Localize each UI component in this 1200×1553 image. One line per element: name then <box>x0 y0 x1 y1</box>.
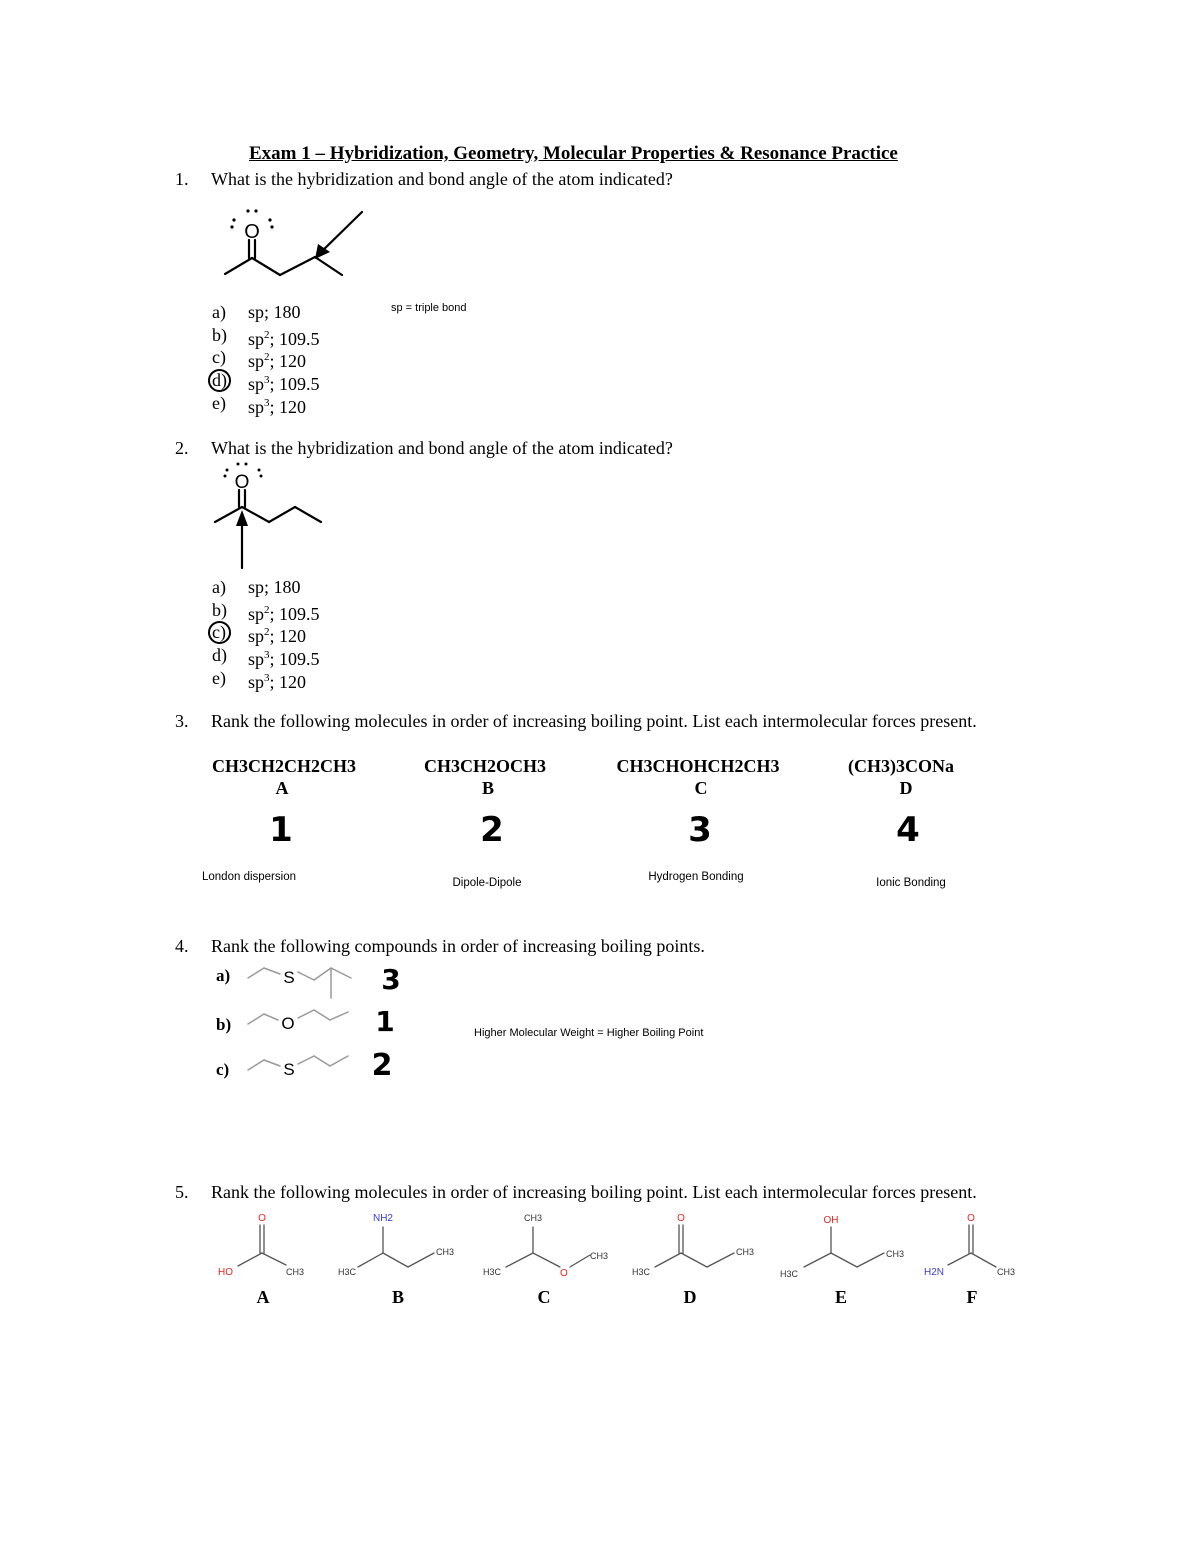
q1-choice-e[interactable]: e) $sp^3$; 120 <box>212 392 307 417</box>
q3-formula-a: CH3CH2CH2CH3 <box>212 756 356 776</box>
q3-force-b: Dipole-Dipole <box>452 877 522 889</box>
q5-f-amine: H2N <box>924 1267 945 1278</box>
q5-c-methyl-left: H3C <box>483 1267 502 1277</box>
q5-question-text: Rank the following molecules in order of increasing boiling point. List each intermolecular forces present. <box>211 1182 977 1202</box>
q4-rank-a: 3 <box>381 963 401 996</box>
q5-f-oxygen: O <box>967 1213 975 1224</box>
q5-a-oxygen: O <box>258 1213 266 1224</box>
q5-e-methyl-left: H3C <box>780 1269 799 1279</box>
q5-e-hydroxyl: OH <box>823 1215 839 1226</box>
q1-handwritten-note: sp = triple bond <box>391 302 467 314</box>
q5-f-methyl: CH3 <box>997 1267 1016 1277</box>
q5-label-a: A <box>256 1287 270 1307</box>
q2-choice-b[interactable]: b) $sp^2$; 109.5 <box>212 599 320 624</box>
q5-b-methyl-left: H3C <box>338 1267 357 1277</box>
q3-rank-c: 3 <box>688 810 712 850</box>
q3-rank-d: 4 <box>896 810 920 850</box>
q2-choice-e[interactable]: e) $sp^3$; 120 <box>212 667 307 692</box>
q5-label-e: E <box>834 1287 847 1307</box>
q5-b-methyl-right: CH3 <box>436 1247 455 1257</box>
q1-question-text: What is the hybridization and bond angle of the atom indicated? <box>211 169 673 189</box>
q1-choice-d[interactable]: d) $sp^3$; 109.5 <box>212 369 372 392</box>
q5-b-amine: NH2 <box>372 1213 394 1224</box>
q3-formula-c: CH3CHOHCH2CH3 <box>616 756 780 776</box>
q3-rank-a: 1 <box>269 810 293 850</box>
q1-molecule-structure <box>205 200 385 300</box>
q4-number: 4. <box>175 936 189 956</box>
q4-letter-b: b) <box>216 1015 232 1034</box>
q3-question-text: Rank the following molecules in order of increasing boiling point. List each intermolecular forces present. <box>211 711 977 731</box>
q4-atom-b: O <box>281 1014 295 1033</box>
q2-choice-c[interactable]: c) $sp^2$; 120 <box>212 621 372 644</box>
q3-rank-b: 2 <box>480 810 504 850</box>
q5-d-methyl-right: CH3 <box>736 1247 755 1257</box>
q1-number: 1. <box>175 169 189 189</box>
q4-rank-b: 1 <box>375 1005 395 1038</box>
q4-letter-a: a) <box>216 966 231 985</box>
q5-d-oxygen: O <box>677 1213 685 1224</box>
q3-number: 3. <box>175 711 189 731</box>
q3-label-d: D <box>899 778 913 798</box>
q5-d-methyl-left: H3C <box>632 1267 651 1277</box>
q4-letter-c: c) <box>216 1060 230 1079</box>
q4-atom-a: S <box>283 968 295 987</box>
q3-label-b: B <box>481 778 494 798</box>
q3-label-c: C <box>694 778 708 798</box>
page-title: Exam 1 – Hybridization, Geometry, Molecular Properties & Resonance Practice <box>249 143 898 164</box>
q5-a-methyl: CH3 <box>286 1267 305 1277</box>
q2-number: 2. <box>175 438 189 458</box>
q5-a-hydroxyl: HO <box>218 1267 233 1278</box>
q2-question-text: What is the hybridization and bond angle of the atom indicated? <box>211 438 673 458</box>
q5-c-oxygen: O <box>560 1268 568 1279</box>
q3-force-a: London dispersion <box>202 871 296 883</box>
q4-structures <box>244 958 364 1088</box>
q3-force-d: Ionic Bonding <box>876 877 946 889</box>
q5-e-methyl-right: CH3 <box>886 1249 905 1259</box>
q3-formula-b: CH3CH2OCH3 <box>423 756 546 776</box>
q5-label-d: D <box>683 1287 697 1307</box>
q1-oxygen-atom: O <box>244 221 260 243</box>
q5-structures <box>200 1205 1040 1285</box>
q2-choices <box>212 576 372 692</box>
q5-c-methyl-top: CH3 <box>523 1213 543 1223</box>
q5-label-c: C <box>537 1287 551 1307</box>
q4-handwritten-note: Higher Molecular Weight = Higher Boiling Point <box>474 1027 704 1039</box>
q4-rank-c: 2 <box>371 1048 393 1083</box>
q2-choice-d[interactable]: d) $sp^3$; 109.5 <box>212 645 320 670</box>
q5-number: 5. <box>175 1182 189 1202</box>
q5-label-f: F <box>966 1287 978 1307</box>
q2-choice-a[interactable]: a) sp; 180 <box>212 577 301 597</box>
q2-molecule-structure <box>205 460 335 575</box>
q1-choice-a[interactable]: a) sp; 180 <box>212 302 301 322</box>
q5-label-b: B <box>391 1287 404 1307</box>
q4-question-text: Rank the following compounds in order of increasing boiling points. <box>211 936 705 956</box>
q2-oxygen-atom: O <box>234 472 250 493</box>
q3-label-a: A <box>275 778 289 798</box>
q1-choice-c[interactable]: c) $sp^2$; 120 <box>212 347 307 372</box>
q3-formula-d: (CH3)3CONa <box>848 756 954 776</box>
q4-atom-c: S <box>283 1060 295 1079</box>
q3-force-c: Hydrogen Bonding <box>648 871 744 883</box>
q1-choice-b[interactable]: b) $sp^2$; 109.5 <box>212 324 320 349</box>
q5-c-methyl-right: CH3 <box>590 1251 609 1261</box>
q1-choices <box>212 301 372 417</box>
